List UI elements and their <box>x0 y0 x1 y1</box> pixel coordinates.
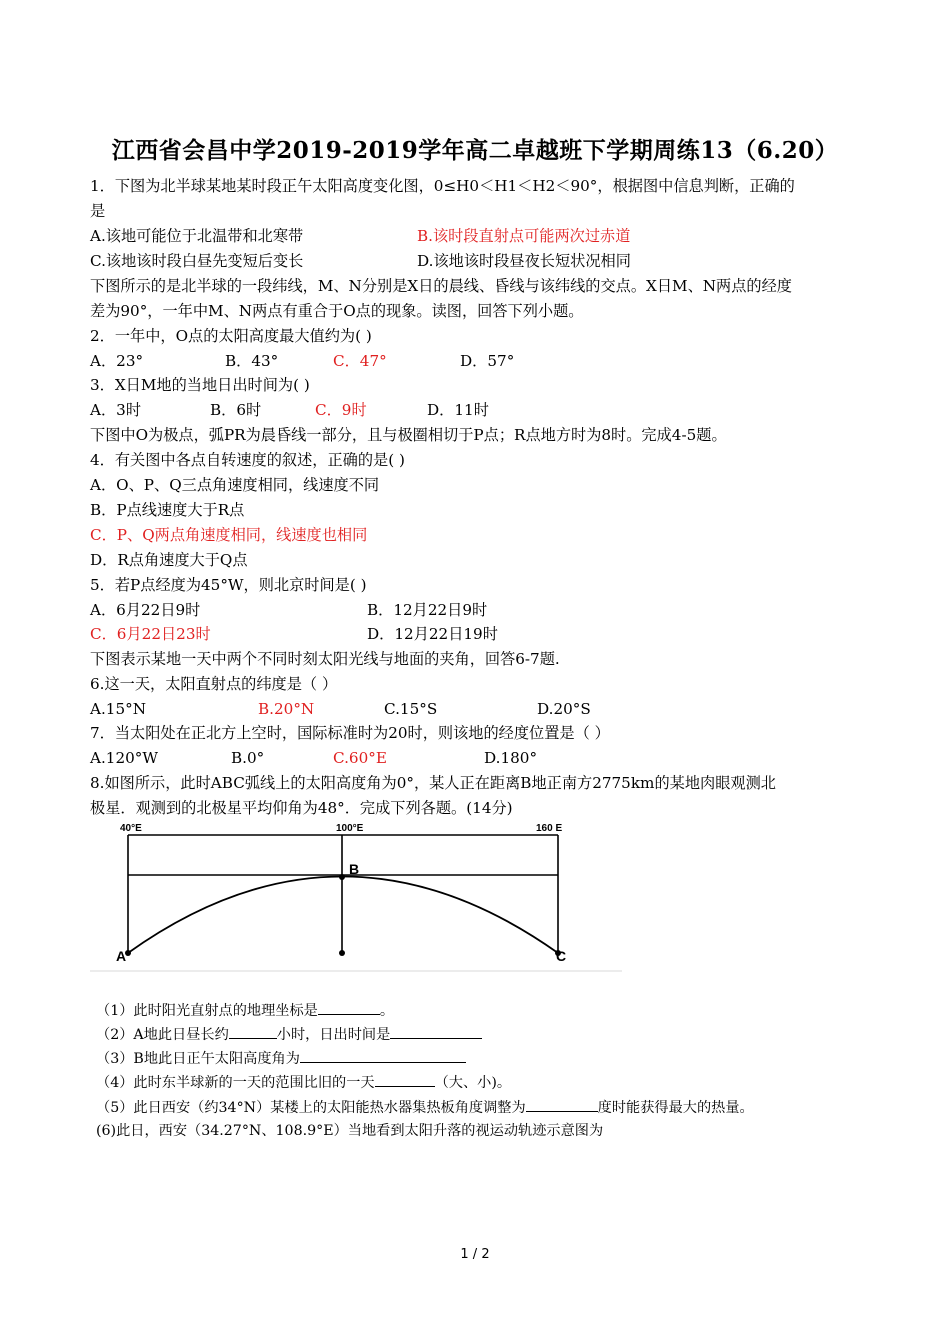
q2-option-d: D．57° <box>460 352 515 370</box>
label-c: C <box>556 948 567 964</box>
arc-abc <box>128 877 558 954</box>
q4-option-b: B．P点线速度大于R点 <box>90 501 245 519</box>
answer-blank-2a[interactable] <box>229 1023 277 1039</box>
q6-option-c: C.15°S <box>384 700 438 718</box>
page-number: 1 / 2 <box>460 1247 490 1262</box>
q8-sub-2: （2）A地此日昼长约 小时，日出时间是 <box>96 1023 482 1045</box>
q8-stem-cont: 极星．观测到的北极星平均仰角为48°．完成下列各题。(14分) <box>90 799 513 817</box>
q8-sub-1: （1）此时阳光直射点的地理坐标是 。 <box>96 999 394 1021</box>
q2-stem: 2．一年中，O点的太阳高度最大值约为( ) <box>90 327 372 345</box>
q6-option-a: A.15°N <box>90 700 147 718</box>
q3-option-a: A．3时 <box>90 401 142 419</box>
q6-option-d: D.20°S <box>537 700 591 718</box>
answer-blank-5[interactable] <box>526 1096 598 1112</box>
q3-option-d: D．11时 <box>427 401 489 419</box>
q1-option-a: A.该地可能位于北温带和北寒带 <box>90 227 304 245</box>
q7-option-c: C.60°E <box>333 749 387 767</box>
answer-blank-2b[interactable] <box>390 1023 482 1039</box>
q3-option-c: C．9时 <box>315 401 367 419</box>
q5-option-a: A．6月22日9时 <box>90 601 201 619</box>
q2-option-b: B．43° <box>225 352 279 370</box>
q4-stem: 4．有关图中各点自转速度的叙述，正确的是( ) <box>90 451 405 469</box>
q5-option-d: D．12月22日19时 <box>367 625 498 643</box>
q6-option-b: B.20°N <box>258 700 315 718</box>
meridian-foot-dot <box>339 950 345 956</box>
point-b-dot <box>339 874 345 880</box>
q4-option-d: D．R点角速度大于Q点 <box>90 551 248 569</box>
intro-2-cont: 差为90°，一年中M、N两点有重合于O点的现象。读图，回答下列小题。 <box>90 302 584 320</box>
q8-sub-5: （5）此日西安（约34°N）某楼上的太阳能热水器集热板角度调整为 度时能获得最大的热量。 <box>96 1096 754 1118</box>
q7-option-a: A.120°W <box>90 749 158 767</box>
q8-sub-6: (6)此日，西安（34.27°N、108.9°E）当地看到太阳升落的视运动轨迹示意图为 <box>96 1123 604 1139</box>
q8-stem: 8.如图所示，此时ABC弧线上的太阳高度角为0°，某人正在距离B地正南方2775km的某地肉眼观测北 <box>90 774 776 792</box>
q4-option-c: C．P、Q两点角速度相同，线速度也相同 <box>90 526 368 544</box>
q7-option-b: B.0° <box>231 749 265 767</box>
q4-option-a: A．O、P、Q三点角速度相同，线速度不同 <box>90 476 380 494</box>
q5-option-b: B．12月22日9时 <box>367 601 488 619</box>
q2-option-c: C．47° <box>333 352 387 370</box>
intro-4: 下图表示某地一天中两个不同时刻太阳光线与地面的夹角，回答6-7题. <box>90 650 560 668</box>
q7-stem: 7．当太阳处在正北方上空时，国际标准时为20时，则该地的经度位置是（ ） <box>90 724 610 742</box>
intro-3: 下图中O为极点，弧PR为晨昏线一部分，且与极圈相切于P点；R点地方时为8时。完成4-5题。 <box>90 426 727 444</box>
q1-option-d: D.该地该时段昼夜长短状况相同 <box>417 252 631 270</box>
q7-option-d: D.180° <box>484 749 538 767</box>
lon-label-160e: 160 E <box>536 823 563 834</box>
q8-figure <box>90 820 622 972</box>
q1-stem-cont: 是 <box>90 202 106 220</box>
label-b: B <box>349 861 360 877</box>
lon-label-40e: 40°E <box>120 823 142 834</box>
q5-option-c: C．6月22日23时 <box>90 625 211 643</box>
q1-option-b: B.该时段直射点可能两次过赤道 <box>417 227 631 245</box>
q1-stem: 1．下图为北半球某地某时段正午太阳高度变化图，0≤H0＜H1＜H2＜90°，根据图中信息判断，正确的 <box>90 177 795 195</box>
q3-option-b: B．6时 <box>210 401 262 419</box>
q8-sub-3: （3）B地此日正午太阳高度角为 <box>96 1047 466 1069</box>
q6-stem: 6.这一天，太阳直射点的纬度是（ ） <box>90 675 338 693</box>
q5-stem: 5．若P点经度为45°W，则北京时间是( ) <box>90 576 367 594</box>
intro-2: 下图所示的是北半球的一段纬线，M、N分别是X日的晨线、昏线与该纬线的交点。X日M、N两点的经度 <box>90 277 792 295</box>
lon-label-100e: 100°E <box>336 823 364 834</box>
q3-stem: 3．X日M地的当地日出时间为( ) <box>90 376 310 394</box>
q2-option-a: A．23° <box>90 352 144 370</box>
q8-sub-4: （4）此时东半球新的一天的范围比旧的一天 （大、小)。 <box>96 1071 511 1093</box>
answer-blank-3[interactable] <box>300 1047 466 1063</box>
q1-option-c: C.该地该时段白昼先变短后变长 <box>90 252 304 270</box>
answer-blank-4[interactable] <box>375 1071 435 1087</box>
label-a: A <box>116 948 127 964</box>
page-title: 江西省会昌中学2019-2019学年高二卓越班下学期周练13（6.20） <box>111 137 839 164</box>
answer-blank-1[interactable] <box>318 999 380 1015</box>
